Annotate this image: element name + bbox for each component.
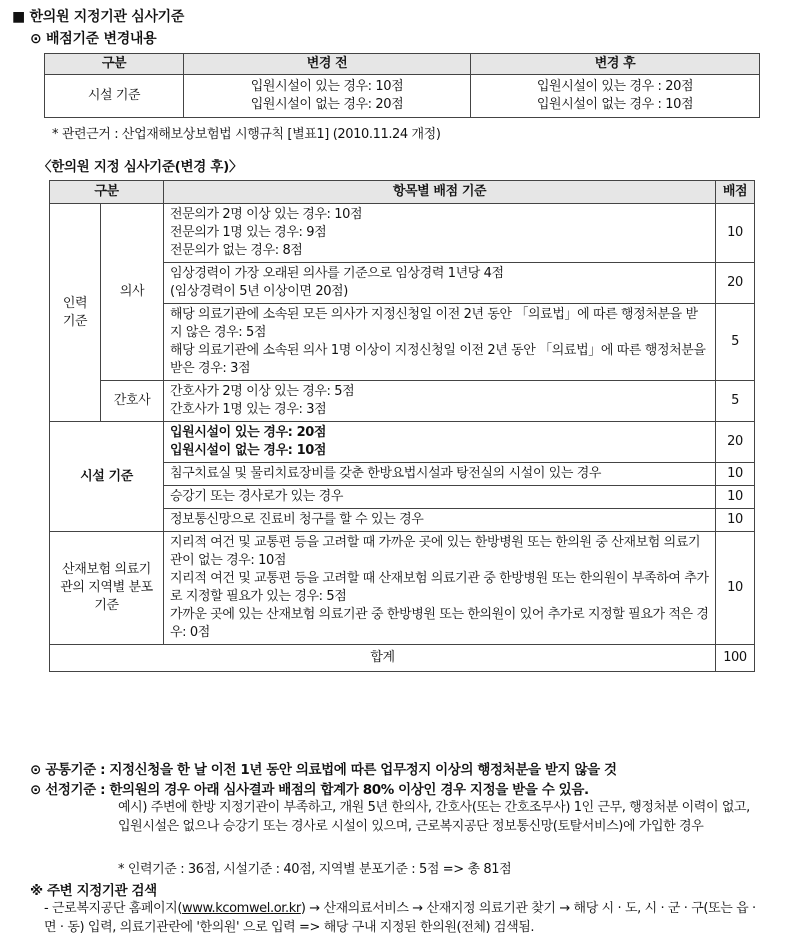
group-facility: 시설 기준 — [50, 422, 164, 532]
criteria-line: 가까운 곳에 있는 산재보험 의료기관 중 한방병원 또는 한의원이 있어 추가로 지정할 필요가 적은 경우: 0점 — [170, 607, 709, 640]
table-row — [50, 422, 755, 463]
table-row — [50, 381, 755, 422]
search-title: ※ 주변 지정기관 검색 — [30, 883, 157, 899]
col-score: 배점 — [716, 181, 755, 204]
score-cell: 10 — [716, 463, 755, 486]
total-score: 100 — [716, 645, 755, 672]
criteria-line: 전문의가 없는 경우: 8점 — [170, 243, 303, 258]
after-line: 입원시설이 있는 경우 : 20점 — [536, 79, 694, 94]
col-items: 항목별 배점 기준 — [164, 181, 716, 204]
total-row — [50, 645, 755, 672]
score-cell: 5 — [716, 304, 755, 381]
criteria-text — [164, 204, 716, 263]
col-before: 변경 전 — [184, 54, 471, 75]
criteria-text — [164, 263, 716, 304]
score-cell: 10 — [716, 486, 755, 509]
before-line: 입원시설이 없는 경우: 20점 — [250, 97, 404, 112]
criteria-heading: 〈한의원 지정 심사기준(변경 후)〉 — [38, 159, 243, 175]
criteria-text: 정보통신망으로 진료비 청구를 할 수 있는 경우 — [164, 509, 716, 532]
criteria-text: 승강기 또는 경사로가 있는 경우 — [164, 486, 716, 509]
score-cell: 5 — [716, 381, 755, 422]
page-title: ■ 한의원 지정기관 심사기준 — [12, 9, 185, 25]
group-personnel: 인력 기준 — [50, 204, 101, 422]
criteria-text — [164, 381, 716, 422]
criteria-table — [49, 180, 755, 672]
criteria-line: 입원시설이 없는 경우: 10점 — [170, 443, 327, 458]
criteria-line: 입원시설이 있는 경우: 20점 — [170, 425, 327, 440]
criteria-text — [164, 304, 716, 381]
criteria-line: 전문의가 2명 이상 있는 경우: 10점 — [170, 207, 363, 222]
criteria-line: 지리적 여건 및 교통편 등을 고려할 때 가까운 곳에 있는 한방병원 또는 한의원 중 산재보험 의료기관이 없는 경우: 10점 — [170, 535, 701, 568]
change-section-title: ⊙ 배점기준 변경내용 — [30, 31, 157, 47]
after-line: 입원시설이 없는 경우 : 10점 — [536, 97, 694, 112]
change-table — [44, 53, 760, 118]
search-prefix: - 근로복지공단 홈페이지( — [44, 901, 183, 916]
criteria-line: (임상경력이 5년 이상이면 20점) — [170, 284, 348, 299]
criteria-line: 임상경력이 가장 오래된 의사를 기준으로 임상경력 1년당 4점 — [170, 266, 504, 281]
change-table-row — [45, 75, 760, 118]
criteria-line: 해당 의료기관에 소속된 모든 의사가 지정신청일 이전 2년 동안 「의료법」에 따른 행정처분을 받지 않은 경우: 5점 — [170, 307, 698, 340]
criteria-header — [50, 181, 755, 204]
criteria-line: 해당 의료기관에 소속된 의사 1명 이상이 지정신청일 이전 2년 동안 「의료법」에 따른 행정처분을 받은 경우: 3점 — [170, 343, 706, 376]
score-cell: 10 — [716, 509, 755, 532]
criteria-line: 간호사가 1명 있는 경우: 3점 — [170, 402, 327, 417]
score-summary: * 인력기준 : 36점, 시설기준 : 40점, 지역별 분포기준 : 5점 => 총 81점 — [118, 862, 512, 877]
total-label: 합계 — [50, 645, 716, 672]
group-region: 산재보험 의료기관의 지역별 분포 기준 — [50, 532, 164, 645]
col-after: 변경 후 — [471, 54, 760, 75]
change-table-header — [45, 54, 760, 75]
table-row — [50, 532, 755, 645]
criteria-line: 전문의가 1명 있는 경우: 9점 — [170, 225, 327, 240]
score-cell: 20 — [716, 422, 755, 463]
criteria-line: 지리적 여건 및 교통편 등을 고려할 때 산재보험 의료기관 중 한방병원 또는 한의원이 부족하여 추가로 지정할 필요가 있는 경우: 5점 — [170, 571, 709, 604]
criteria-line: 간호사가 2명 이상 있는 경우: 5점 — [170, 384, 355, 399]
change-footnote: * 관련근거 : 산업재해보상보험법 시행규칙 [별표1] (2010.11.24 개정) — [52, 127, 441, 142]
before-line: 입원시설이 있는 경우: 10점 — [250, 79, 404, 94]
search-guide — [44, 899, 762, 937]
search-suffix: ) → 산재의료서비스 → 산재지정 의료기관 찾기 → 해당 시 · 도, 시 · 군 · 구(또는 읍 · 면 · 동) 입력, 의료기관란에 '한의원' 으로 입력 => 해당 구내 지정된 한의원(전체) 검색됨. — [44, 901, 756, 935]
before-cell — [184, 75, 471, 118]
common-criteria: ⊙ 공통기준 : 지정신청을 한 날 이전 1년 동안 의료법에 따른 업무정지 이상의 행정처분을 받지 않을 것 — [30, 762, 617, 778]
table-row — [50, 204, 755, 263]
col-category: 구분 — [50, 181, 164, 204]
criteria-text — [164, 532, 716, 645]
score-cell: 20 — [716, 263, 755, 304]
after-cell — [471, 75, 760, 118]
selection-criteria: ⊙ 선정기준 : 한의원의 경우 아래 심사결과 배점의 합계가 80% 이상인 경우 지정을 받을 수 있음. — [30, 782, 589, 798]
criteria-text: 침구치료실 및 물리치료장비를 갖춘 한방요법시설과 탕전실의 시설이 있는 경우 — [164, 463, 716, 486]
homepage-link[interactable]: www.kcomwel.or.kr — [182, 901, 301, 916]
example-text: 예시) 주변에 한방 지정기관이 부족하고, 개원 5년 한의사, 간호사(또는 간호조무사) 1인 근무, 행정처분 이력이 없고, 입원시설은 없으나 승강기 또는 경사로 시설이 있으며, 근로복지공단 정보통신망(토탈서비스)에 가입한 경우 — [118, 800, 750, 834]
sub-doctor: 의사 — [101, 204, 164, 381]
sub-nurse: 간호사 — [101, 381, 164, 422]
row-label: 시설 기준 — [45, 75, 184, 118]
col-category: 구분 — [45, 54, 184, 75]
score-cell: 10 — [716, 204, 755, 263]
score-cell: 10 — [716, 532, 755, 645]
criteria-text — [164, 422, 716, 463]
